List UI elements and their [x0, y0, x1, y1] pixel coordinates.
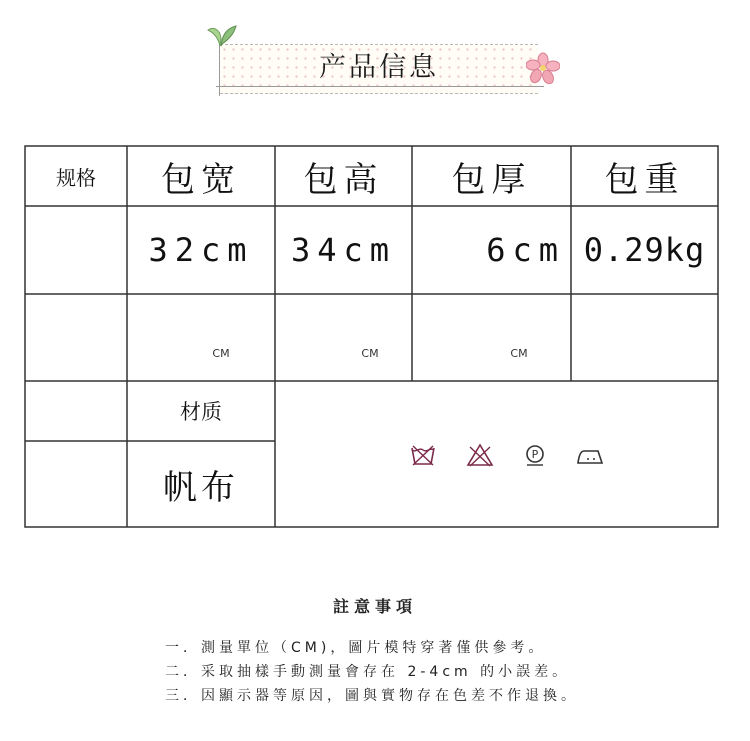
page-title: 产品信息 [319, 52, 439, 83]
header-thickness: 包厚 [451, 159, 532, 200]
unit-thickness: CM [510, 347, 528, 360]
dry-clean-p-icon [524, 444, 546, 470]
no-bleach-icon [466, 443, 494, 471]
header-weight: 包重 [604, 159, 685, 200]
notes-title: 註意事項 [332, 597, 417, 616]
header-width: 包宽 [161, 159, 241, 200]
note-item-1: 一．測量單位（CM)，圖片模特穿著僅供參考。 [165, 640, 547, 656]
value-height: 34cm [290, 231, 397, 269]
note-item-3: 三．因顯示器等原因，圖與實物存在色差不作退換。 [165, 688, 579, 704]
no-wash-icon [410, 444, 436, 470]
value-weight: 0.29kg [583, 231, 706, 269]
iron-low-icon [576, 445, 604, 469]
flower-icon [526, 52, 560, 84]
material-label: 材质 [180, 400, 222, 424]
header-height: 包高 [303, 159, 384, 200]
unit-height: CM [361, 347, 379, 360]
value-thickness: 6cm [486, 231, 565, 269]
care-icons [410, 442, 610, 472]
note-item-2: 二．采取抽樣手動測量會存在 2-4cm 的小誤差。 [165, 664, 571, 680]
header-spec: 规格 [56, 165, 96, 190]
svg-text:P: P [531, 448, 539, 461]
value-width: 32cm [148, 231, 254, 269]
leaf-icon [206, 22, 240, 48]
material-value: 帆布 [163, 467, 239, 508]
unit-width: CM [212, 347, 230, 360]
